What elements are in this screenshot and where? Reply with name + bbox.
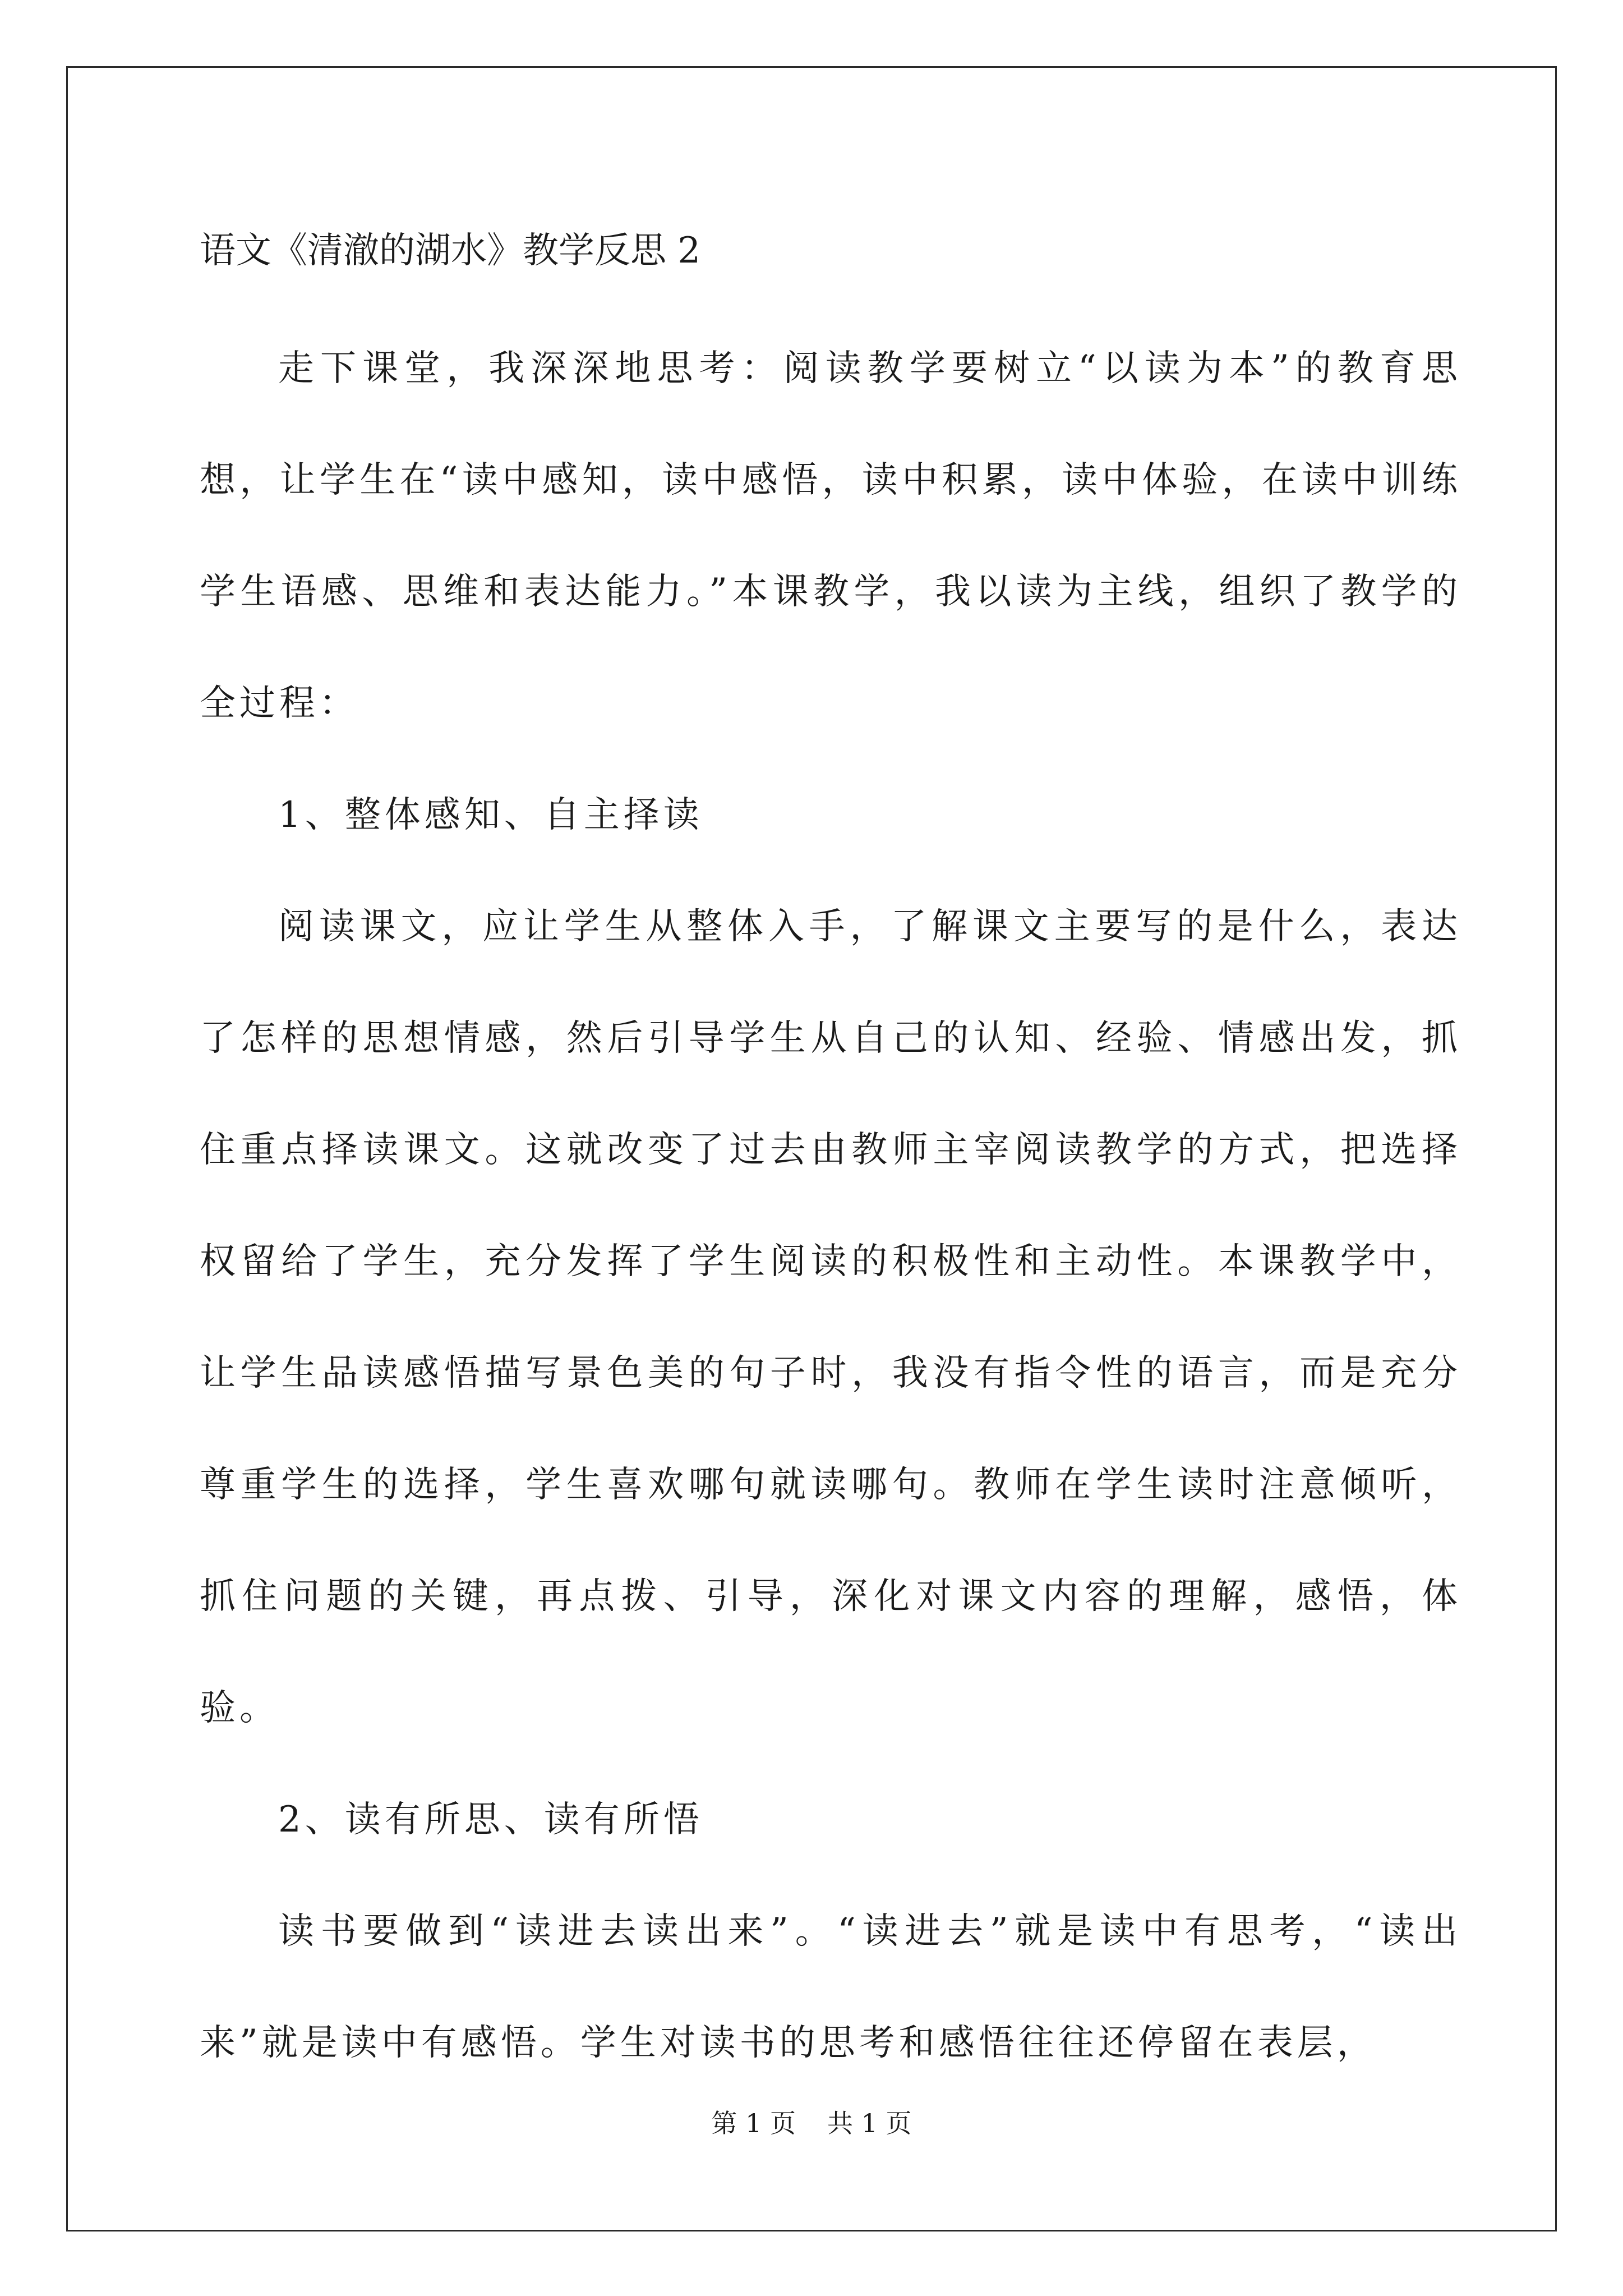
paragraph-section-1: 阅读课文，应让学生从整体入手，了解课文主要写的是什么，表达了怎样的思想情感，然后引导学生从自己的认知、经验、情感出发，抓住重点择读课文。这就改变了过去由教师主宰阅读教学的方式，把选择权留给了学生，充分发挥了学生阅读的积极性和主动性。本课教学中，让学生品读感悟描写景色美的句子时，我没有指令性的语言，而是充分尊重学生的选择，学生喜欢哪句就读哪句。教师在学生读时注意倾听，抓住问题的关键，再点拨、引导，深化对课文内容的理解，感悟，体验。 xyxy=(200,906,1461,1729)
paragraph-section-2: 读书要做到“读进去读出来”。“读进去”就是读中有思考，“读出来”就是读中有感悟。学生对读书的思考和感悟往往还停留在表层， xyxy=(200,1911,1461,2064)
page-number: 第 1 页 xyxy=(711,2108,796,2138)
page-footer xyxy=(0,2106,1623,2140)
paragraph-intro: 走下课堂，我深深地思考：阅读教学要树立“以读为本”的教育思想，让学生在“读中感知，读中感悟，读中积累，读中体验，在读中训练学生语感、思维和表达能力。”本课教学，我以读为主线，组织了教学的全过程： xyxy=(200,348,1461,724)
document-body xyxy=(200,313,1461,2099)
section-heading-1: 1、整体感知、自主择读 xyxy=(278,794,703,836)
page-total: 共 1 页 xyxy=(827,2108,912,2138)
section-heading-2: 2、读有所思、读有所悟 xyxy=(278,1799,703,1841)
document-title: 语文《清澈的湖水》教学反思 2 xyxy=(200,230,701,272)
